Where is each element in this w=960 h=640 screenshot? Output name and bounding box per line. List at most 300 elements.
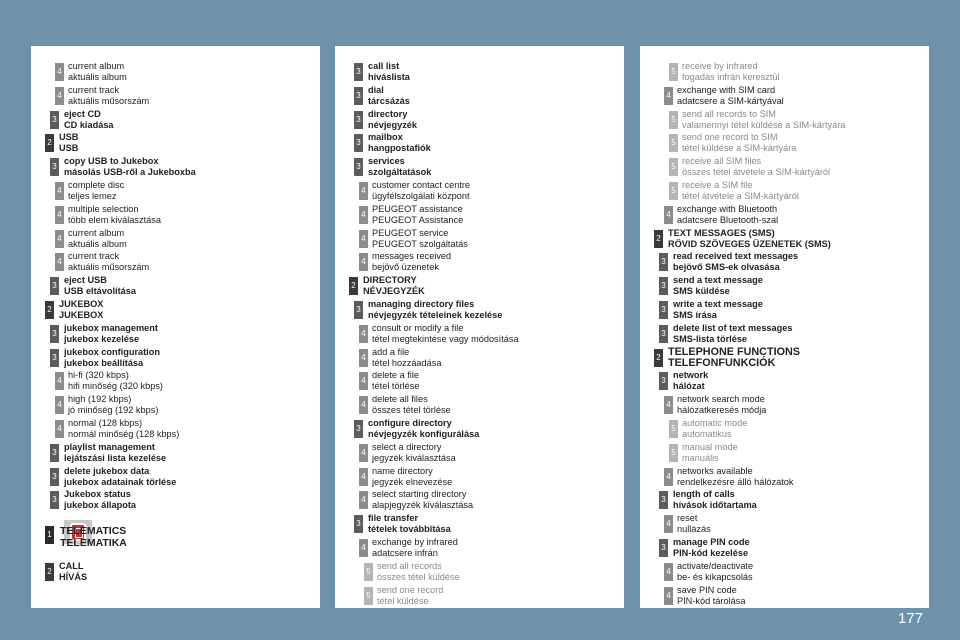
level-badge: 5 <box>669 158 678 176</box>
entry-label-hu: PIN-kód tárolása <box>677 595 746 606</box>
entry-text <box>368 61 410 83</box>
entry-label-hu: aktuális műsorszám <box>68 262 150 273</box>
entry-text <box>68 85 149 107</box>
entry-label-hu: jukebox beállítása <box>64 357 144 368</box>
entry-text <box>68 370 163 392</box>
menu-entry <box>335 536 624 560</box>
entry-label-hu: ügyfélszolgálati központ <box>372 190 470 201</box>
entry-text <box>673 489 757 511</box>
entry-label-hu: hívások időtartama <box>673 500 757 511</box>
menu-entry <box>31 108 320 132</box>
menu-entry <box>335 369 624 393</box>
menu-entry <box>640 322 929 346</box>
entry-label-en: read received text messages <box>673 251 799 262</box>
entry-text <box>682 418 747 440</box>
menu-entry <box>335 131 624 155</box>
entry-text <box>372 370 420 392</box>
menu-entry <box>640 108 929 132</box>
entry-label-en: automatic mode <box>682 417 748 428</box>
menu-entry <box>640 393 929 417</box>
level-badge: 3 <box>50 111 59 129</box>
entry-text <box>68 251 149 273</box>
entry-label-en: playlist management <box>64 441 155 452</box>
entry-text <box>372 323 519 345</box>
entry-label-hu: PIN-kód kezelése <box>673 547 749 558</box>
menu-entry <box>335 155 624 179</box>
entry-label-hu: adatcsere Bluetooth-szal <box>677 214 779 225</box>
entry-text <box>59 299 103 321</box>
entry-text <box>673 251 798 273</box>
entry-text <box>677 394 766 416</box>
entry-text <box>372 228 468 250</box>
entry-label-hu: lejátszási lista kezelése <box>64 452 167 463</box>
entry-text <box>68 228 127 250</box>
menu-entry <box>31 465 320 489</box>
menu-entry <box>640 369 929 393</box>
menu-entry <box>335 179 624 203</box>
level-badge: 2 <box>654 230 663 248</box>
entry-label-en: save PIN code <box>677 584 737 595</box>
menu-entry <box>335 322 624 346</box>
level-badge: 3 <box>659 325 668 343</box>
entry-label-hu: adatcsere a SIM-kártyával <box>677 95 784 106</box>
level-badge: 3 <box>50 277 59 295</box>
entry-text <box>59 561 87 583</box>
entry-text <box>368 156 431 178</box>
entry-text <box>677 513 711 535</box>
entry-text <box>673 323 793 345</box>
menu-entry <box>640 131 929 155</box>
entry-text <box>60 526 127 549</box>
entry-text <box>372 180 470 202</box>
entry-label-en: TELEMATICS <box>60 525 127 538</box>
level-badge: 4 <box>55 420 64 438</box>
menu-list-1 <box>31 60 320 584</box>
entry-label-en: customer contact centre <box>372 179 471 190</box>
entry-label-hu: aktuális album <box>68 72 127 82</box>
entry-text <box>372 394 451 416</box>
menu-list-2 <box>335 60 624 607</box>
entry-text <box>668 347 800 370</box>
menu-entry <box>640 298 929 322</box>
entry-label-hu: PEUGEOT szolgáltatás <box>372 238 468 249</box>
menu-entry <box>335 298 624 322</box>
level-badge: 4 <box>359 444 368 462</box>
entry-text <box>372 251 451 273</box>
entry-text <box>64 347 160 369</box>
entry-text <box>372 204 463 226</box>
entry-text <box>677 466 793 488</box>
entry-label-en: directory <box>368 108 408 119</box>
level-badge: 5 <box>669 111 678 129</box>
menu-entry <box>640 465 929 489</box>
menu-entry <box>335 274 624 298</box>
entry-label-en: add a file <box>372 346 410 357</box>
entry-label-hu: jó minőség (192 kbps) <box>68 405 159 416</box>
entry-label-hu: valamennyi tétel küldése a SIM-kártyára <box>682 119 846 130</box>
level-badge: 3 <box>659 491 668 509</box>
entry-label-hu: tárcsázás <box>368 95 410 106</box>
entry-label-hu: híváslista <box>368 72 410 82</box>
entry-label-en: manage PIN code <box>673 536 750 547</box>
entry-text <box>682 180 799 202</box>
menu-entry <box>640 84 929 108</box>
entry-label-en: CALL <box>59 561 84 572</box>
entry-label-hu: TELEMATIKA <box>60 536 127 549</box>
menu-entry <box>335 512 624 536</box>
entry-text <box>363 275 425 297</box>
level-badge: 5 <box>669 444 678 462</box>
entry-label-en: file transfer <box>368 513 419 524</box>
menu-column-2 <box>335 46 624 608</box>
entry-label-hu: másolás USB-ről a Jukeboxba <box>64 167 196 178</box>
entry-label-en: length of calls <box>673 489 735 500</box>
level-badge: 3 <box>659 539 668 557</box>
menu-entry <box>640 250 929 274</box>
entry-label-en: network <box>673 370 709 381</box>
menu-entry <box>640 179 929 203</box>
level-badge: 2 <box>349 277 358 295</box>
entry-label-en: current album <box>68 227 125 238</box>
entry-text <box>682 132 796 154</box>
level-badge: 4 <box>664 515 673 533</box>
menu-entry <box>335 108 624 132</box>
level-badge: 3 <box>354 515 363 533</box>
page-number: 177 <box>898 610 924 627</box>
menu-entry <box>640 274 929 298</box>
level-badge: 3 <box>50 325 59 343</box>
level-badge: 4 <box>359 396 368 414</box>
entry-label-en: eject CD <box>64 108 101 119</box>
entry-label-en: TEXT MESSAGES (SMS) <box>668 227 775 238</box>
menu-entry <box>31 322 320 346</box>
entry-text <box>64 323 158 345</box>
entry-label-en: send one record to SIM <box>682 132 778 143</box>
entry-text <box>372 489 473 511</box>
entry-label-hu: hálózatkeresés módja <box>677 405 767 416</box>
entry-label-en: JUKEBOX <box>59 298 104 309</box>
menu-entry <box>335 203 624 227</box>
level-badge: 4 <box>55 182 64 200</box>
menu-entry <box>640 60 929 84</box>
menu-entry <box>31 512 320 560</box>
menu-entry <box>640 512 929 536</box>
entry-label-hu: bejövő üzenetek <box>372 262 439 273</box>
level-badge: 2 <box>45 563 54 581</box>
entry-label-en: call list <box>368 61 400 71</box>
entry-label-hu: összes tétel törlése <box>372 405 451 416</box>
level-badge: 3 <box>659 253 668 271</box>
menu-entry <box>31 227 320 251</box>
entry-label-hu: tétel átvétele a SIM-kártyáról <box>682 190 799 201</box>
entry-text <box>64 489 136 511</box>
entry-label-en: send one record <box>377 584 444 595</box>
level-badge: 4 <box>664 468 673 486</box>
level-badge: 3 <box>50 468 59 486</box>
menu-entry <box>335 441 624 465</box>
level-badge: 4 <box>359 253 368 271</box>
level-badge: 2 <box>654 349 663 367</box>
entry-label-hu: USB <box>59 143 79 154</box>
entry-label-en: select starting directory <box>372 489 467 500</box>
menu-entry <box>335 465 624 489</box>
entry-label-en: managing directory files <box>368 298 475 309</box>
entry-label-hu: tétel hozzáadása <box>372 357 442 368</box>
level-badge: 4 <box>359 182 368 200</box>
level-badge: 3 <box>50 491 59 509</box>
entry-label-hu: jukebox adatainak törlése <box>64 476 177 487</box>
entry-label-hu: tétel törlése <box>372 381 420 392</box>
entry-label-en: eject USB <box>64 275 107 286</box>
entry-label-en: mailbox <box>368 132 403 143</box>
entry-text <box>372 442 456 464</box>
entry-text <box>677 585 745 607</box>
entry-label-en: hi-fi (320 kbps) <box>68 370 129 381</box>
entry-label-hu: JUKEBOX <box>59 309 104 320</box>
level-badge: 3 <box>50 444 59 462</box>
entry-text <box>64 275 136 297</box>
menu-entry <box>640 417 929 441</box>
menu-entry <box>335 60 624 84</box>
entry-label-hu: adatcsere infrán <box>372 547 438 558</box>
entry-label-hu: tétel küldése <box>377 595 429 606</box>
entry-label-en: configure directory <box>368 417 452 428</box>
entry-label-en: select a directory <box>372 441 442 452</box>
entry-label-hu: összes tétel küldése <box>377 571 460 582</box>
entry-text <box>682 442 738 464</box>
menu-entry <box>31 84 320 108</box>
entry-label-en: complete disc <box>68 179 125 190</box>
entry-label-hu: aktuális műsorszám <box>68 95 150 106</box>
entry-label-hu: bejövő SMS-ek olvasása <box>673 262 780 273</box>
level-badge: 4 <box>55 63 64 81</box>
entry-label-hu: rendelkezésre álló hálózatok <box>677 476 794 487</box>
level-badge: 4 <box>55 87 64 105</box>
entry-text <box>59 132 78 154</box>
level-badge: 5 <box>669 420 678 438</box>
level-badge: 4 <box>55 396 64 414</box>
level-badge: 5 <box>669 182 678 200</box>
entry-label-en: delete a file <box>372 370 419 381</box>
level-badge: 4 <box>359 539 368 557</box>
entry-label-en: activate/deactivate <box>677 560 754 571</box>
entry-text <box>372 347 441 369</box>
menu-entry <box>31 155 320 179</box>
level-badge: 3 <box>354 301 363 319</box>
entry-text <box>372 537 458 559</box>
entry-label-hu: tételek továbbítása <box>368 524 451 535</box>
entry-text <box>673 275 763 297</box>
level-badge: 3 <box>659 301 668 319</box>
entry-text <box>64 442 166 464</box>
entry-label-hu: fogadás infrán keresztül <box>682 72 780 82</box>
level-badge: 4 <box>55 372 64 390</box>
entry-text <box>68 418 179 440</box>
entry-label-hu: hangpostafiók <box>368 143 431 154</box>
entry-label-en: send a text message <box>673 275 763 286</box>
entry-label-en: jukebox management <box>64 322 158 333</box>
entry-label-hu: teljes lemez <box>68 190 117 201</box>
entry-label-hu: SMS írása <box>673 309 717 320</box>
level-badge: 3 <box>354 87 363 105</box>
entry-label-en: networks available <box>677 465 753 476</box>
entry-label-hu: USB eltávolítása <box>64 286 136 297</box>
entry-label-en: PEUGEOT assistance <box>372 203 463 214</box>
entry-label-en: exchange with Bluetooth <box>677 203 778 214</box>
entry-text <box>677 561 753 583</box>
level-badge: 4 <box>664 87 673 105</box>
menu-entry <box>640 203 929 227</box>
entry-label-hu: CD kiadása <box>64 119 114 130</box>
entry-label-en: send all records to SIM <box>682 108 776 119</box>
menu-entry <box>640 560 929 584</box>
entry-text <box>677 204 778 226</box>
menu-entry <box>335 227 624 251</box>
menu-entry <box>31 393 320 417</box>
entry-label-hu: automatikus <box>682 428 732 439</box>
entry-label-en: current track <box>68 251 120 262</box>
entry-text <box>368 418 479 440</box>
entry-text <box>68 61 127 83</box>
entry-label-en: exchange by infrared <box>372 536 458 547</box>
entry-label-hu: HÍVÁS <box>59 572 88 583</box>
menu-entry <box>335 393 624 417</box>
entry-label-hu: névjegyzék konfigurálása <box>368 428 480 439</box>
menu-column-3 <box>640 46 929 608</box>
entry-text <box>68 180 124 202</box>
entry-label-hu: RÖVID SZÖVEGES ÜZENETEK (SMS) <box>668 238 831 249</box>
entry-label-en: Jukebox status <box>64 489 131 500</box>
entry-label-en: delete all files <box>372 394 428 405</box>
entry-text <box>368 132 431 154</box>
menu-entry <box>640 155 929 179</box>
entry-label-hu: be- és kikapcsolás <box>677 571 753 582</box>
entry-label-en: TELEPHONE FUNCTIONS <box>668 345 800 358</box>
menu-entry <box>335 584 624 608</box>
entry-text <box>682 156 830 178</box>
level-badge: 4 <box>664 206 673 224</box>
level-badge: 3 <box>659 372 668 390</box>
entry-text <box>368 109 417 131</box>
level-badge: 1 <box>45 526 54 544</box>
entry-label-en: messages received <box>372 251 452 262</box>
menu-entry <box>31 560 320 584</box>
entry-label-en: dial <box>368 84 384 95</box>
entry-label-en: high (192 kbps) <box>68 394 132 405</box>
entry-label-en: receive all SIM files <box>682 156 762 167</box>
menu-entry <box>640 536 929 560</box>
entry-label-en: normal (128 kbps) <box>68 417 143 428</box>
level-badge: 3 <box>354 63 363 81</box>
level-badge: 5 <box>669 134 678 152</box>
entry-label-en: services <box>368 156 405 167</box>
entry-label-hu: névjegyzék tételeinek kezelése <box>368 309 503 320</box>
entry-label-hu: aktuális album <box>68 238 127 249</box>
entry-text <box>372 466 452 488</box>
entry-label-hu: tétel küldése a SIM-kártyára <box>682 143 797 154</box>
menu-entry <box>640 488 929 512</box>
entry-label-en: delete list of text messages <box>673 322 793 333</box>
entry-text <box>64 156 196 178</box>
entry-text <box>682 109 845 131</box>
menu-entry <box>31 60 320 84</box>
entry-label-hu: névjegyzék <box>368 119 418 130</box>
entry-label-en: jukebox configuration <box>64 346 160 357</box>
level-badge: 2 <box>45 301 54 319</box>
entry-label-en: consult or modify a file <box>372 322 464 333</box>
entry-text <box>368 85 410 107</box>
entry-label-en: exchange with SIM card <box>677 84 776 95</box>
entry-label-hu: hifi minőség (320 kbps) <box>68 381 163 392</box>
entry-label-hu: normál minőség (128 kbps) <box>68 428 180 439</box>
entry-label-hu: nullázás <box>677 524 711 535</box>
entry-label-en: PEUGEOT service <box>372 227 449 238</box>
entry-label-hu: jukebox kezelése <box>64 333 140 344</box>
menu-entry <box>335 560 624 584</box>
entry-label-en: copy USB to Jukebox <box>64 156 159 167</box>
entry-text <box>64 466 176 488</box>
entry-label-en: multiple selection <box>68 203 139 214</box>
entry-label-hu: manuális <box>682 452 719 463</box>
entry-text <box>368 299 502 321</box>
entry-text <box>68 204 161 226</box>
level-badge: 4 <box>359 372 368 390</box>
level-badge: 3 <box>354 134 363 152</box>
menu-entry <box>335 84 624 108</box>
level-badge: 5 <box>364 587 373 605</box>
entry-label-en: current album <box>68 61 125 71</box>
entry-label-hu: jegyzék elnevezése <box>372 476 453 487</box>
entry-text <box>677 85 784 107</box>
entry-label-hu: SMS-lista törlése <box>673 333 748 344</box>
entry-label-en: reset <box>677 513 698 524</box>
entry-label-en: delete jukebox data <box>64 465 150 476</box>
level-badge: 4 <box>664 563 673 581</box>
level-badge: 4 <box>359 206 368 224</box>
entry-label-hu: összes tétel átvétele a SIM-kártyáról <box>682 167 831 178</box>
entry-label-hu: hálózat <box>673 381 705 392</box>
entry-label-en: current track <box>68 84 120 95</box>
menu-entry <box>640 346 929 370</box>
level-badge: 3 <box>50 349 59 367</box>
level-badge: 3 <box>50 158 59 176</box>
level-badge: 5 <box>364 563 373 581</box>
entry-text <box>668 228 831 250</box>
menu-entry <box>640 227 929 251</box>
menu-entry <box>31 369 320 393</box>
menu-entry <box>335 417 624 441</box>
level-badge: 3 <box>354 111 363 129</box>
level-badge: 4 <box>55 253 64 271</box>
entry-label-hu: SMS küldése <box>673 286 730 297</box>
menu-entry <box>31 179 320 203</box>
menu-column-1 <box>31 46 320 608</box>
entry-label-hu: PEUGEOT Assistance <box>372 214 464 225</box>
entry-label-en: send all records <box>377 560 442 571</box>
entry-text <box>368 513 451 535</box>
menu-entry <box>335 346 624 370</box>
level-badge: 4 <box>359 468 368 486</box>
entry-label-en: DIRECTORY <box>363 275 417 286</box>
menu-entry <box>31 417 320 441</box>
entry-text <box>68 394 158 416</box>
entry-label-hu: NÉVJEGYZÉK <box>363 286 425 297</box>
level-badge: 4 <box>55 230 64 248</box>
menu-list-3 <box>640 60 929 607</box>
level-badge: 4 <box>664 396 673 414</box>
level-badge: 4 <box>664 587 673 605</box>
entry-text <box>64 109 114 131</box>
